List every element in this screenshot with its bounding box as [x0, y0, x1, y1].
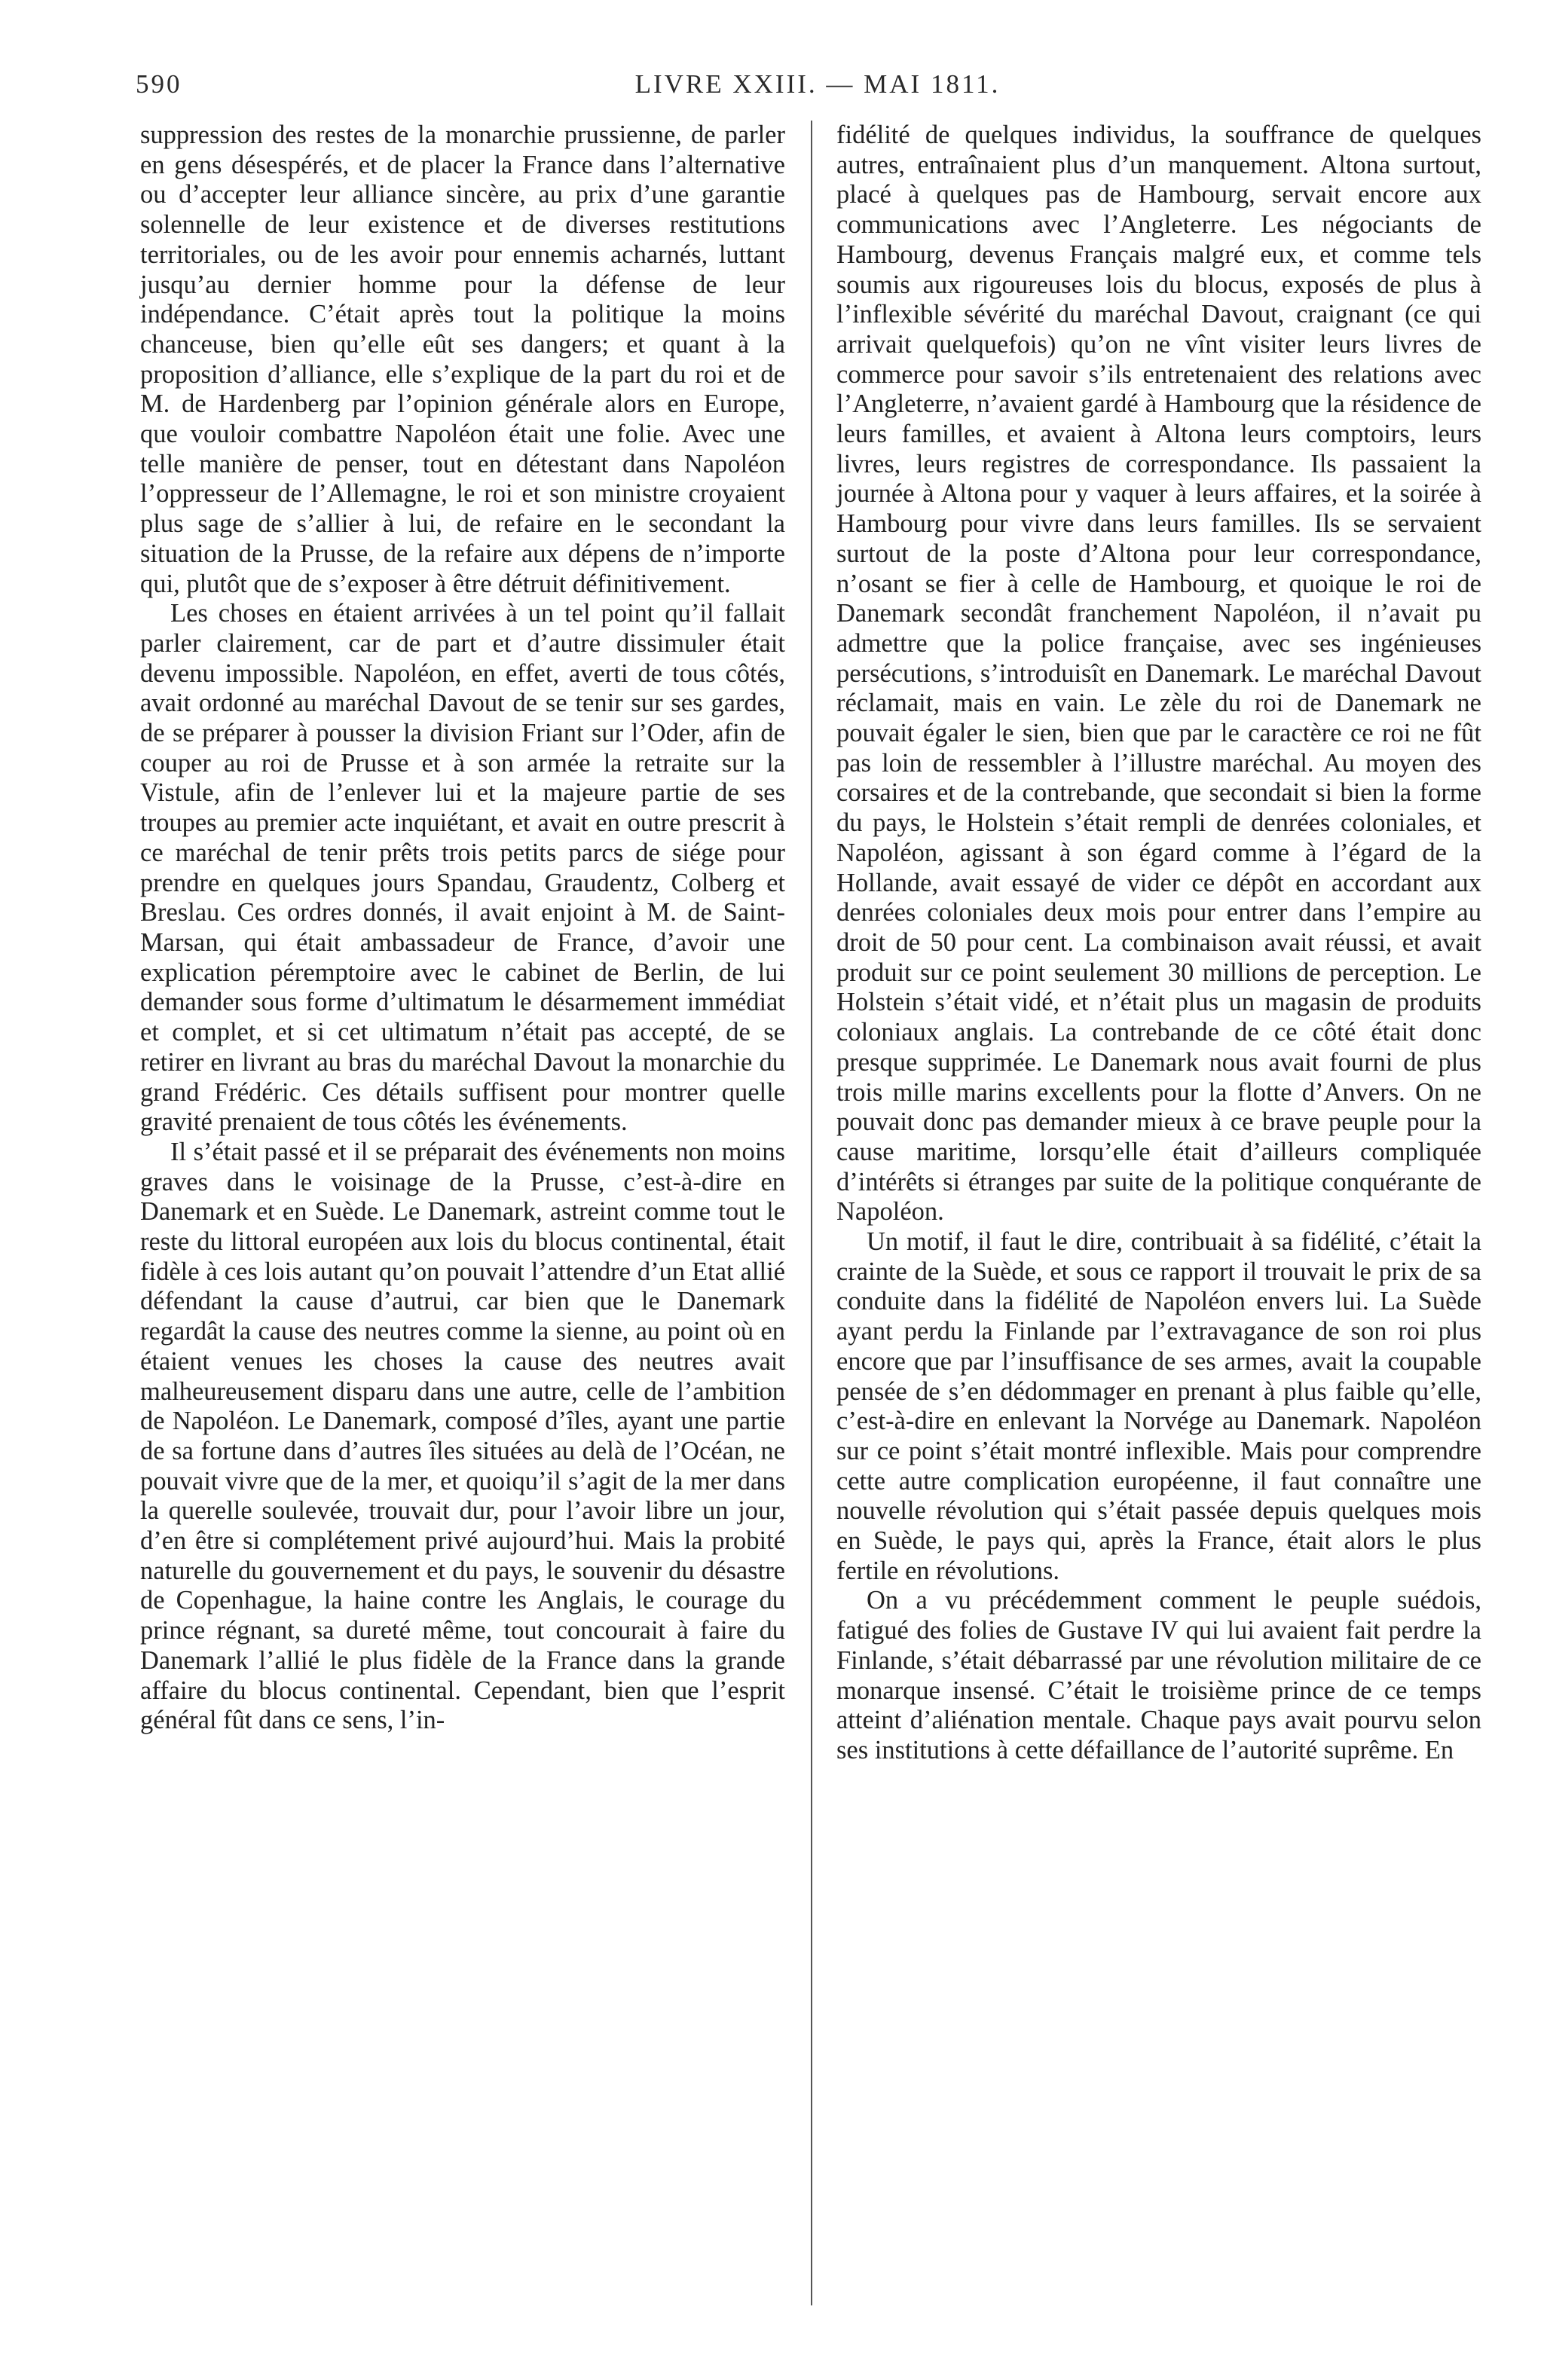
running-title: LIVRE XXIII. — MAI 1811.: [634, 69, 1001, 99]
column-divider: [811, 121, 812, 2305]
right-column: [836, 121, 1481, 1766]
page-number: 590: [136, 69, 182, 99]
paragraph: Il s’était passé et il se préparait des événements non moins graves dans le voisinage de la Prusse, c’est-à-dire en Danemark et en Suède. Le Danemark, astreint comme tout le reste du littoral européen aux lois du blocus continental, était fidèle à ces lois autant qu’on pouvait l’attendre d’un Etat allié défendant la cause d’autrui, car bien que le Danemark regardât la cause des neutres comme la sienne, au point où en étaient venues les choses la cause des neutres avait malheureusement disparu dans une autre, celle de l’ambition de Napoléon. Le Danemark, composé d’îles, ayant une partie de sa fortune dans d’autres îles situées au delà de l’Océan, ne pouvait vivre que de la mer, et quoiqu’il s’agit de la mer dans la querelle soulevée, trouvait dur, pour l’avoir libre un jour, d’en être si complétement privé aujourd’hui. Mais la probité naturelle du gouvernement et du pays, le souvenir du désastre de Copenhague, la haine contre les Anglais, le courage du prince régnant, sa dureté même, tout concourait à faire du Danemark l’allié le plus fidèle de la France dans la grande affaire du blocus continental. Cependant, bien que l’esprit général fût dans ce sens, l’in-: [140, 1137, 785, 1735]
paragraph: On a vu précédemment comment le peuple suédois, fatigué des folies de Gustave IV qui lui avaient fait perdre la Finlande, s’était débarrassé par une révolution militaire de ce monarque insensé. C’était le troisième prince de ce temps atteint d’aliénation mentale. Chaque pays avait pourvu selon ses institutions à cette défaillance de l’autorité suprême. En: [836, 1586, 1481, 1764]
left-column: [140, 121, 785, 1736]
paragraph: suppression des restes de la monarchie prussienne, de parler en gens désespérés, et de placer la France dans l’alternative ou d’accepter leur alliance sincère, au prix d’une garantie solennelle de leur existence et de diverses restitutions territoriales, ou de les avoir pour ennemis acharnés, luttant jusqu’au dernier homme pour la défense de leur indépendance. C’était après tout la politique la moins chanceuse, bien qu’elle eût ses dangers; et quant à la proposition d’alliance, elle s’explique de la part du roi et de M. de Hardenberg par l’opinion générale alors en Europe, que vouloir combattre Napoléon était une folie. Avec une telle manière de penser, tout en détestant dans Napoléon l’oppresseur de l’Allemagne, le roi et son ministre croyaient plus sage de s’allier à lui, de refaire en le secondant la situation de la Prusse, de la refaire aux dépens de n’importe qui, plutôt que de s’exposer à être détruit définitivement.: [140, 121, 785, 598]
paragraph: fidélité de quelques individus, la souffrance de quelques autres, entraînaient plus d’un manquement. Altona surtout, placé à quelques pas de Hambourg, servait encore aux communications avec l’Angleterre. Les négociants de Hambourg, devenus Français malgré eux, et comme tels soumis aux rigoureuses lois du blocus, exposés de plus à l’inflexible sévérité du maréchal Davout, craignant (ce qui arrivait quelquefois) qu’on ne vînt visiter leurs livres de commerce pour savoir s’ils entretenaient des relations avec l’Angleterre, n’avaient gardé à Hambourg que la résidence de leurs familles, et avaient à Altona leurs comptoirs, leurs livres, leurs registres de correspondance. Ils passaient la journée à Altona pour y vaquer à leurs affaires, et la soirée à Hambourg pour vivre dans leurs familles. Ils se servaient surtout de la poste d’Altona pour leur correspondance, n’osant se fier à celle de Hambourg, et quoique le roi de Danemark secondât franchement Napoléon, il n’avait pu admettre que la police française, avec ses ingénieuses persécutions, s’introduisît en Danemark. Le maréchal Davout réclamait, mais en vain. Le zèle du roi de Danemark ne pouvait égaler le sien, bien que par le caractère ce roi ne fût pas loin de ressembler à l’illustre maréchal. Au moyen des corsaires et de la contrebande, que secondait si bien la forme du pays, le Holstein s’était rempli de denrées coloniales, et Napoléon, agissant à son égard comme à l’égard de la Hollande, avait essayé de vider ce dépôt en accordant aux denrées coloniales deux mois pour entrer dans l’empire au droit de 50 pour cent. La combinaison avait réussi, et avait produit sur ce point seulement 30 millions de perception. Le Holstein s’était vidé, et n’était plus un magasin de produits coloniaux anglais. La contrebande de ce côté était donc presque supprimée. Le Danemark nous avait fourni de plus trois mille marins excellents pour la flotte d’Anvers. On ne pouvait donc pas demander mieux à ce brave peuple pour la cause maritime, lorsqu’elle était d’ailleurs compliquée d’intérêts si étranges par suite de la politique conquérante de Napoléon.: [836, 121, 1481, 1227]
paragraph: Les choses en étaient arrivées à un tel point qu’il fallait parler clairement, car de part et d’autre dissimuler était devenu impossible. Napoléon, en effet, averti de tous côtés, avait ordonné au maréchal Davout de se tenir sur ses gardes, de se préparer à pousser la division Friant sur l’Oder, afin de couper au roi de Prusse et à son armée la retraite sur la Vistule, afin de l’enlever lui et la majeure partie de ses troupes au premier acte inquiétant, et avait en outre prescrit à ce maréchal de tenir prêts trois petits parcs de siége pour prendre en quelques jours Spandau, Graudentz, Colberg et Breslau. Ces ordres donnés, il avait enjoint à M. de Saint-Marsan, qui était ambassadeur de France, d’avoir une explication péremptoire avec le cabinet de Berlin, de lui demander sous forme d’ultimatum le désarmement immédiat et complet, et si cet ultimatum n’était pas accepté, de se retirer en livrant au bras du maréchal Davout la monarchie du grand Frédéric. Ces détails suffisent pour montrer quelle gravité prenaient de tous côtés les événements.: [140, 599, 785, 1137]
page-header: [136, 69, 1500, 108]
paragraph: Un motif, il faut le dire, contribuait à sa fidélité, c’était la crainte de la Suède, et sous ce rapport il trouvait le prix de sa conduite dans la fidélité de Napoléon envers lui. La Suède ayant perdu la Finlande par l’extravagance de son roi plus encore que par l’insuffisance de ses armes, avait la coupable pensée de s’en dédommager en prenant à plus faible qu’elle, c’est-à-dire en enlevant la Norvége au Danemark. Napoléon sur ce point s’était montré inflexible. Mais pour comprendre cette autre complication européenne, il faut connaître une nouvelle révolution qui s’était passée depuis quelques mois en Suède, le pays qui, après la France, était alors le plus fertile en révolutions.: [836, 1227, 1481, 1585]
